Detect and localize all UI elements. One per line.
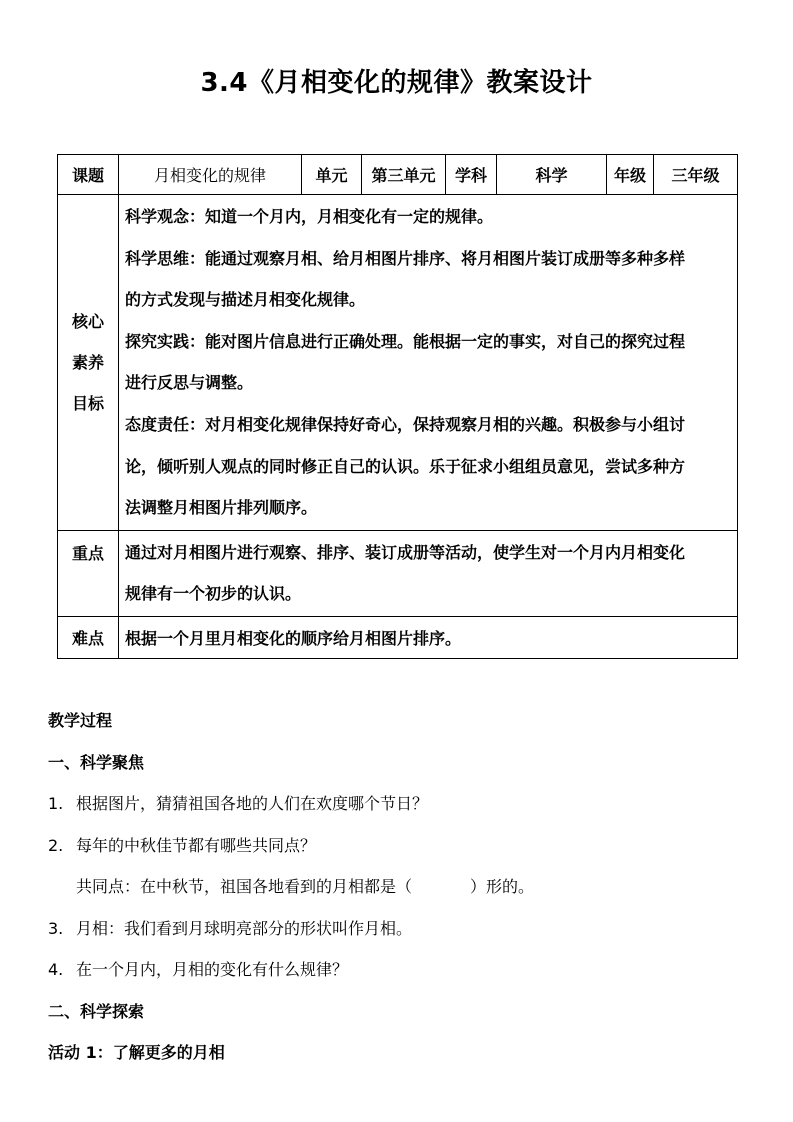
process-heading: 教学过程 bbox=[48, 711, 113, 730]
section-heading-explore: 二、科学探索 bbox=[48, 1001, 145, 1021]
lesson-info-table bbox=[57, 154, 738, 659]
common-point-prefix: 共同点：在中秋节，祖国各地看到的月相都是（ bbox=[76, 877, 413, 896]
goal-line: 论，倾听别人观点的同时修正自己的认识。乐于征求小组组员意见，尝试多种方 bbox=[125, 456, 686, 476]
subject-label: 学科 bbox=[446, 155, 497, 195]
difficulty-row bbox=[58, 616, 738, 658]
grade-label: 年级 bbox=[607, 155, 654, 195]
difficulty-content: 根据一个月里月相变化的顺序给月相图片排序。 bbox=[119, 616, 738, 658]
goal-line: 态度责任：对月相变化规律保持好奇心，保持观察月相的兴趣。积极参与小组讨 bbox=[125, 414, 686, 434]
goals-label-line: 核心 bbox=[71, 311, 104, 331]
item-number: 1. bbox=[48, 794, 64, 813]
header-row bbox=[58, 155, 738, 195]
item-text: 在一个月内，月相的变化有什么规律？ bbox=[76, 960, 349, 979]
page-title: 3.4《月相变化的规律》教案设计 bbox=[200, 68, 593, 98]
item-number: 3. bbox=[48, 918, 64, 938]
key-point-line: 通过对月相图片进行观察、排序、装订成册等活动，使学生对一个月内月相变化 bbox=[125, 542, 686, 562]
item-text: 月相：我们看到月球明亮部分的形状叫作月相。 bbox=[76, 918, 413, 938]
item-number: 2. bbox=[48, 835, 64, 855]
key-point-content bbox=[119, 530, 738, 616]
subject-value: 科学 bbox=[497, 155, 607, 195]
item-number: 4. bbox=[48, 960, 64, 979]
goals-label-line: 素养 bbox=[71, 352, 104, 372]
key-point-label: 重点 bbox=[58, 530, 119, 616]
goals-label-line: 目标 bbox=[71, 393, 104, 413]
goal-line: 科学观念：知道一个月内，月相变化有一定的规律。 bbox=[125, 207, 494, 226]
unit-label: 单元 bbox=[302, 155, 362, 195]
difficulty-label: 难点 bbox=[58, 616, 119, 658]
goal-line: 探究实践：能对图片信息进行正确处理。能根据一定的事实，对自己的探究过程 bbox=[125, 331, 686, 351]
list-item bbox=[48, 783, 748, 825]
common-point-suffix: ）形的。 bbox=[470, 877, 535, 896]
list-item bbox=[48, 908, 748, 950]
teaching-process bbox=[48, 700, 748, 1074]
list-item bbox=[48, 949, 748, 991]
goals-content bbox=[119, 195, 738, 531]
course-label: 课题 bbox=[58, 155, 119, 195]
common-point-line bbox=[48, 866, 748, 908]
goal-line: 法调整月相图片排列顺序。 bbox=[125, 498, 318, 518]
grade-value: 三年级 bbox=[654, 155, 738, 195]
key-point-row bbox=[58, 530, 738, 616]
goal-line: 进行反思与调整。 bbox=[125, 373, 254, 393]
section-heading-focus: 一、科学聚焦 bbox=[48, 752, 145, 772]
unit-value: 第三单元 bbox=[362, 155, 446, 195]
key-point-line: 规律有一个初步的认识。 bbox=[125, 584, 302, 604]
item-text: 每年的中秋佳节都有哪些共同点？ bbox=[76, 835, 317, 855]
course-value: 月相变化的规律 bbox=[119, 155, 302, 195]
goal-line: 科学思维：能通过观察月相、给月相图片排序、将月相图片装订成册等多种多样 bbox=[125, 248, 686, 268]
goals-label bbox=[58, 195, 119, 531]
goals-row bbox=[58, 195, 738, 531]
list-item bbox=[48, 825, 748, 867]
activity-heading: 活动 1：了解更多的月相 bbox=[48, 1043, 225, 1062]
goal-line: 的方式发现与描述月相变化规律。 bbox=[125, 290, 366, 310]
item-text: 根据图片，猜猜祖国各地的人们在欢度哪个节日？ bbox=[76, 794, 429, 813]
